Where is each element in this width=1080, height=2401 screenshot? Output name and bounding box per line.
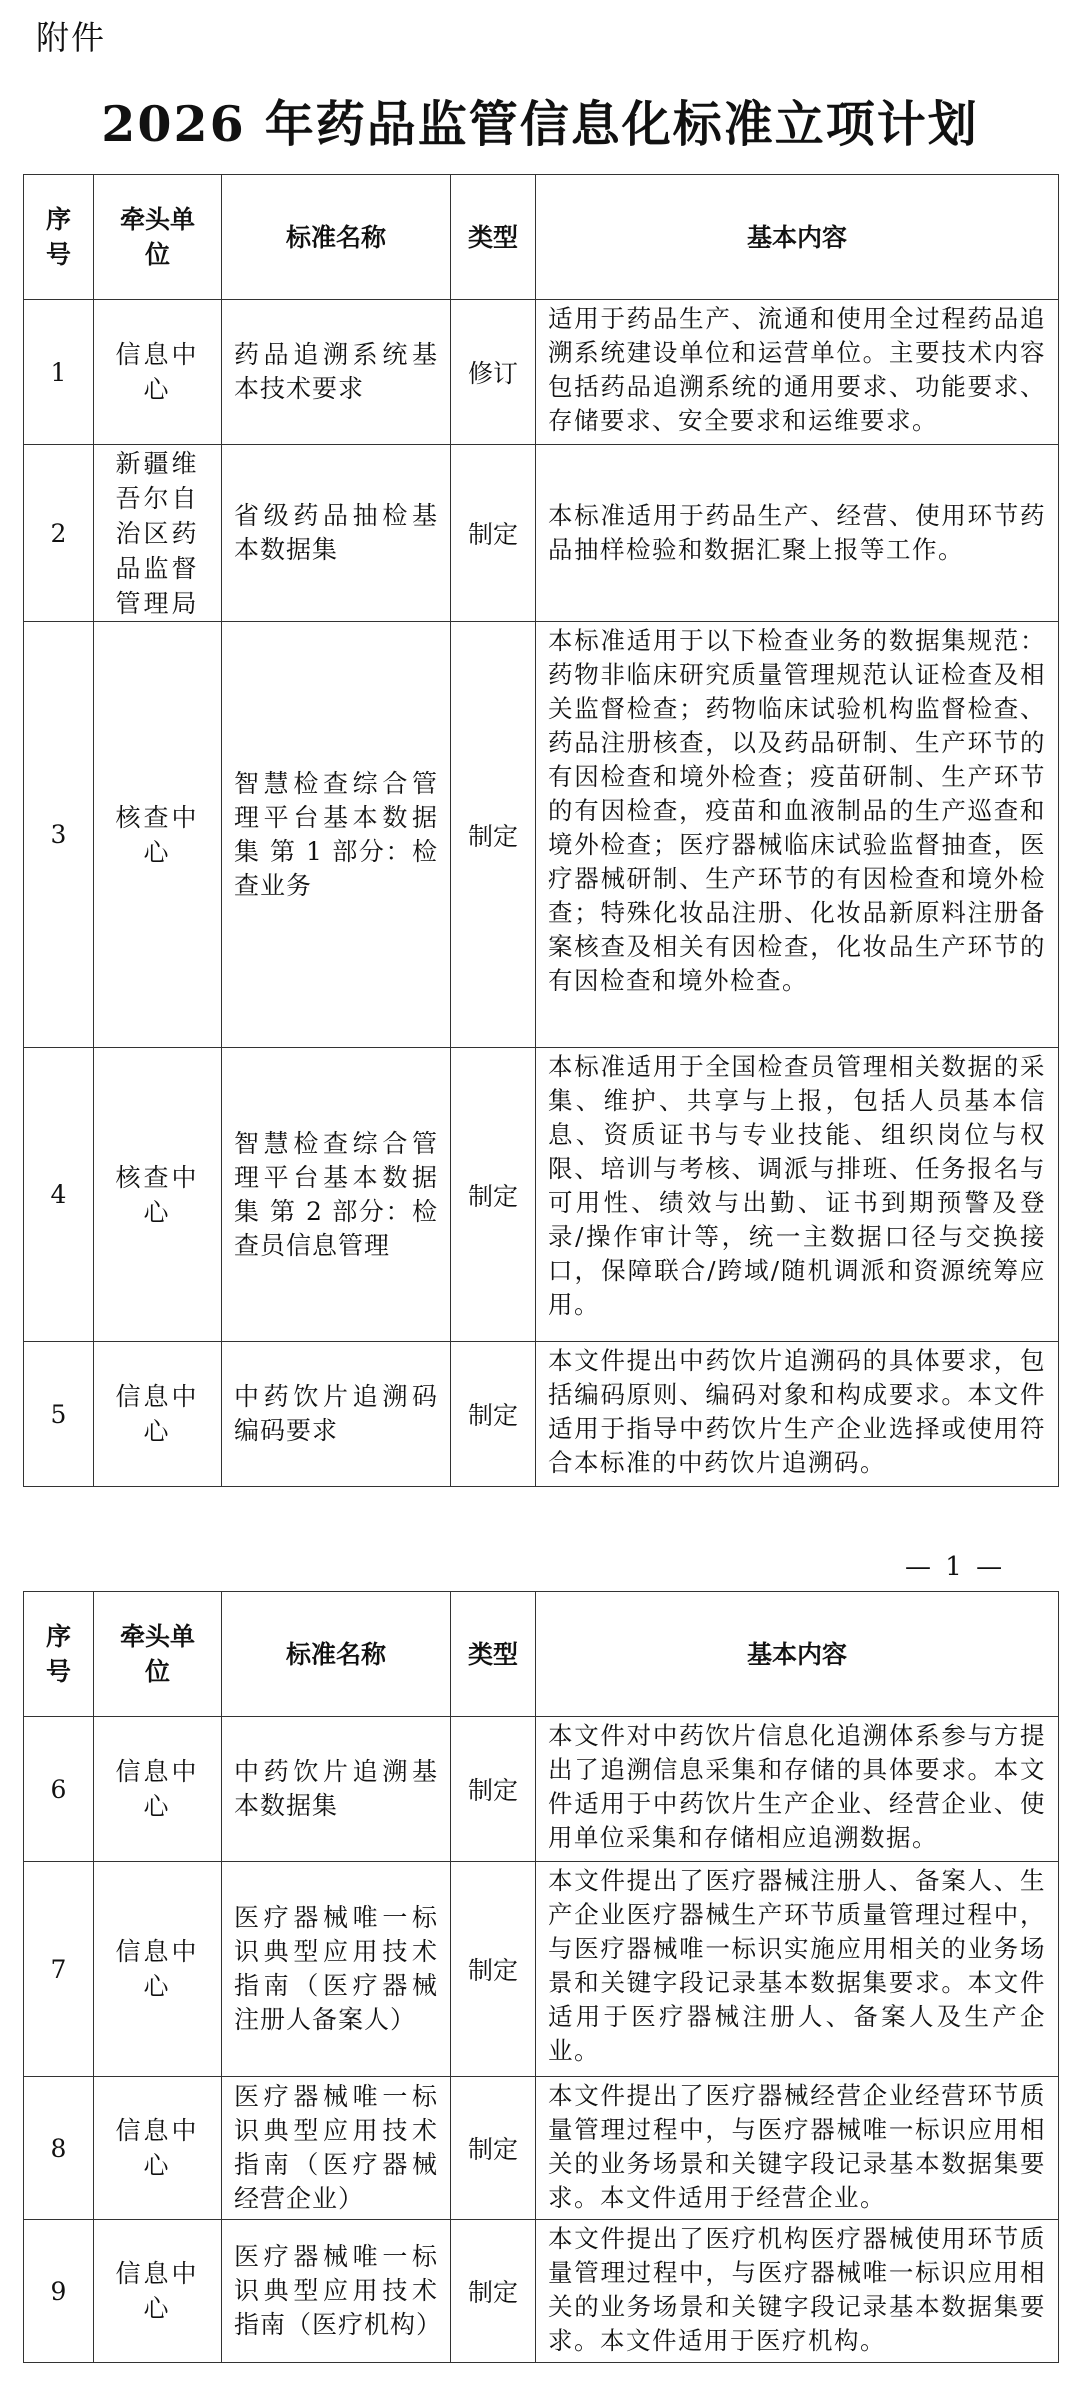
standards-table-page-1 [23,174,1059,1487]
row-type: 制定 [451,1048,536,1342]
row-unit: 核查中心 [94,622,222,1048]
row-content: 本标准适用于全国检查员管理相关数据的采集、维护、共享与上报，包括人员基本信息、资质证书与专业技能、组织岗位与权限、培训与考核、调派与排班、任务报名与可用性、绩效与出勤、证书到期预警及登录/操作审计等，统一主数据口径与交换接口，保障联合/跨域/随机调派和资源统筹应用。 [536,1048,1059,1342]
table-row [24,2077,1059,2220]
row-name: 药品追溯系统基本技术要求 [222,300,451,445]
row-name: 医疗器械唯一标识典型应用技术指南（医疗器械经营企业） [222,2077,451,2220]
header-unit: 牵头单位 [94,175,222,300]
row-content: 本文件提出了医疗器械经营企业经营环节质量管理过程中，与医疗器械唯一标识应用相关的业务场景和关键字段记录基本数据集要求。本文件适用于经营企业。 [536,2077,1059,2220]
row-type: 制定 [451,2077,536,2220]
header-name: 标准名称 [222,1592,451,1717]
header-no: 序号 [24,175,94,300]
row-content: 本文件提出了医疗机构医疗器械使用环节质量管理过程中，与医疗器械唯一标识应用相关的业务场景和关键字段记录基本数据集要求。本文件适用于医疗机构。 [536,2220,1059,2363]
header-no: 序号 [24,1592,94,1717]
row-content: 本文件提出了医疗器械注册人、备案人、生产企业医疗器械生产环节质量管理过程中，与医疗器械唯一标识实施应用相关的业务场景和关键字段记录基本数据集要求。本文件适用于医疗器械注册人、备案人及生产企业。 [536,1862,1059,2077]
row-name: 中药饮片追溯基本数据集 [222,1717,451,1862]
row-name: 智慧检查综合管理平台基本数据集 第 1 部分：检查业务 [222,622,451,1048]
table-row [24,1717,1059,1862]
row-no: 7 [24,1862,94,2077]
row-no: 5 [24,1342,94,1487]
row-name: 医疗器械唯一标识典型应用技术指南（医疗机构） [222,2220,451,2363]
row-no: 6 [24,1717,94,1862]
row-unit: 信息中心 [94,2220,222,2363]
row-type: 制定 [451,1717,536,1862]
table-header-row [24,1592,1059,1717]
row-type: 制定 [451,1342,536,1487]
row-unit: 信息中心 [94,2077,222,2220]
row-no: 4 [24,1048,94,1342]
header-content: 基本内容 [536,1592,1059,1717]
table-row [24,1862,1059,2077]
row-type: 制定 [451,2220,536,2363]
row-content: 本文件提出中药饮片追溯码的具体要求，包括编码原则、编码对象和构成要求。本文件适用于指导中药饮片生产企业选择或使用符合本标准的中药饮片追溯码。 [536,1342,1059,1487]
row-name: 医疗器械唯一标识典型应用技术指南（医疗器械注册人备案人） [222,1862,451,2077]
row-unit: 信息中心 [94,1342,222,1487]
table-row [24,622,1059,1048]
row-name: 智慧检查综合管理平台基本数据集 第 2 部分：检查员信息管理 [222,1048,451,1342]
header-type: 类型 [451,1592,536,1717]
row-type: 修订 [451,300,536,445]
row-content: 本标准适用于药品生产、经营、使用环节药品抽样检验和数据汇聚上报等工作。 [536,445,1059,622]
page-number: — 1 — [905,1552,1006,1582]
row-content: 适用于药品生产、流通和使用全过程药品追溯系统建设单位和运营单位。主要技术内容包括药品追溯系统的通用要求、功能要求、存储要求、安全要求和运维要求。 [536,300,1059,445]
row-unit: 信息中心 [94,1717,222,1862]
row-unit: 新疆维吾尔自治区药品监督管理局 [94,445,222,622]
row-unit: 信息中心 [94,1862,222,2077]
row-type: 制定 [451,622,536,1048]
row-name: 省级药品抽检基本数据集 [222,445,451,622]
table-row [24,445,1059,622]
row-no: 9 [24,2220,94,2363]
row-no: 2 [24,445,94,622]
row-content: 本标准适用于以下检查业务的数据集规范：药物非临床研究质量管理规范认证检查及相关监督检查；药物临床试验机构监督检查、药品注册核查，以及药品研制、生产环节的有因检查和境外检查；疫苗研制、生产环节的有因检查，疫苗和血液制品的生产巡查和境外检查；医疗器械临床试验监督抽查，医疗器械研制、生产环节的有因检查和境外检查；特殊化妆品注册、化妆品新原料注册备案核查及相关有因检查，化妆品生产环节的有因检查和境外检查。 [536,622,1059,1048]
table-row [24,1048,1059,1342]
table-row [24,300,1059,445]
header-name: 标准名称 [222,175,451,300]
row-name: 中药饮片追溯码编码要求 [222,1342,451,1487]
document-title: 2026 年药品监管信息化标准立项计划 [101,95,979,153]
row-no: 3 [24,622,94,1048]
row-unit: 核查中心 [94,1048,222,1342]
row-type: 制定 [451,445,536,622]
standards-table-page-2 [23,1591,1059,2363]
table-row [24,1342,1059,1487]
header-type: 类型 [451,175,536,300]
attachment-label: 附件 [36,18,106,57]
table-header-row [24,175,1059,300]
row-content: 本文件对中药饮片信息化追溯体系参与方提出了追溯信息采集和存储的具体要求。本文件适用于中药饮片生产企业、经营企业、使用单位采集和存储相应追溯数据。 [536,1717,1059,1862]
table-row [24,2220,1059,2363]
header-unit: 牵头单位 [94,1592,222,1717]
row-unit: 信息中心 [94,300,222,445]
row-no: 8 [24,2077,94,2220]
row-type: 制定 [451,1862,536,2077]
row-no: 1 [24,300,94,445]
header-content: 基本内容 [536,175,1059,300]
